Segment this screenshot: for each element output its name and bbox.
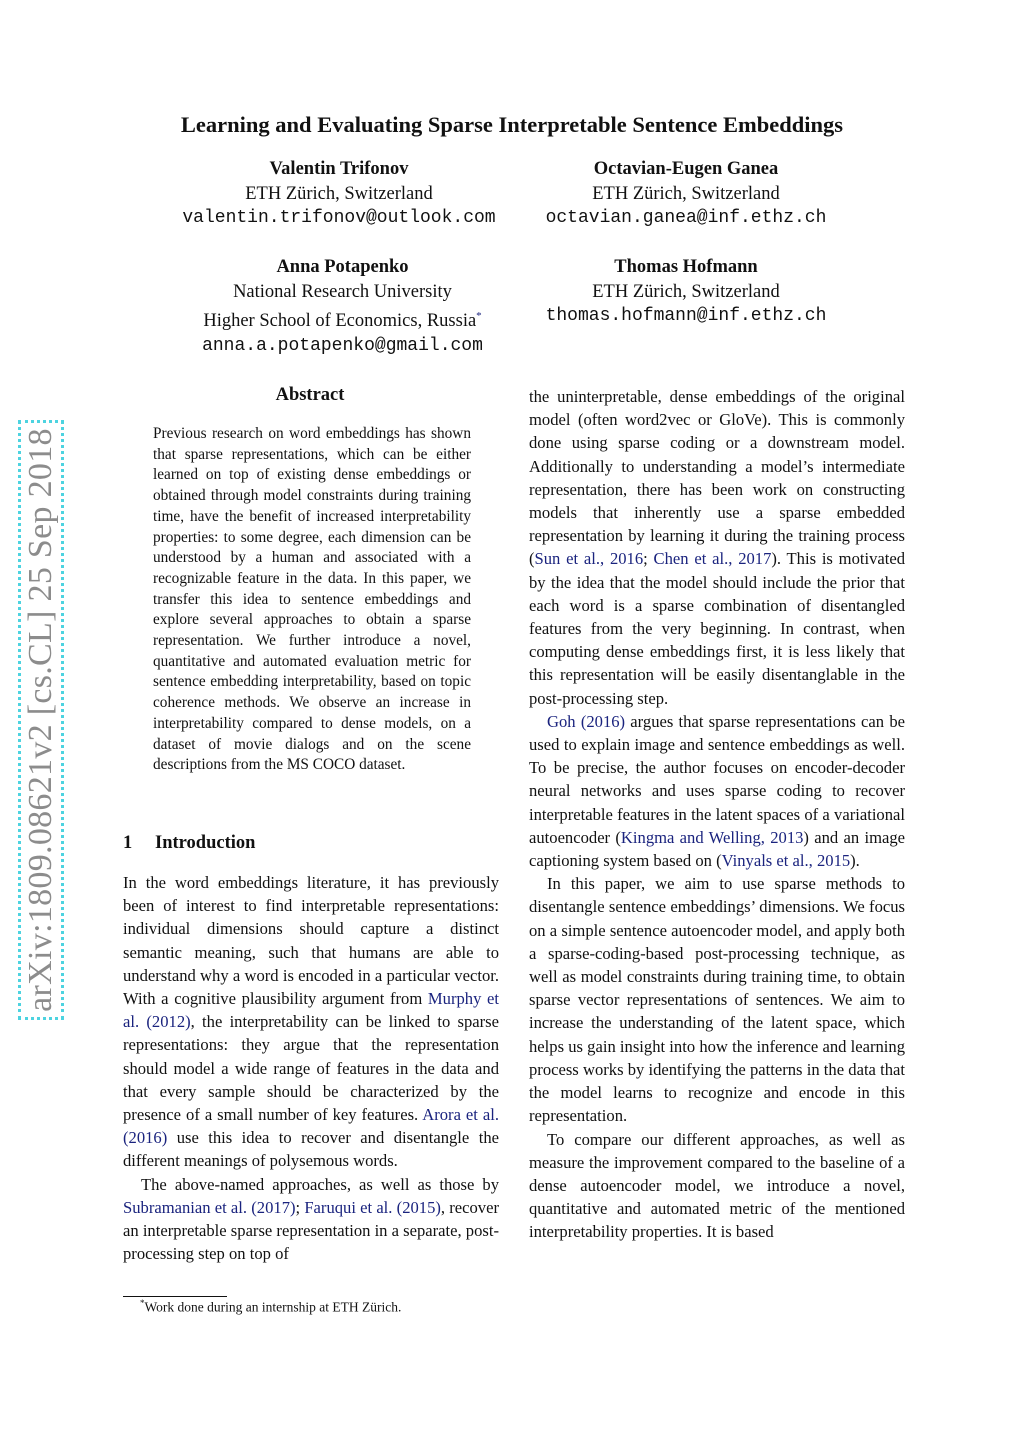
footnote-text: Work done during an internship at ETH Zürich. bbox=[144, 1299, 402, 1315]
paragraph: Goh (2016) argues that sparse representations can be used to explain image and sentence embeddings as well. To be precise, the author focuses on encoder-decoder neural networks and uses sparse coding to recover interpretable features in the latent spaces of a variational autoencoder (Kingma and Welling, 2013) and an image captioning system based on (Vinyals et al., 2015). bbox=[529, 711, 905, 871]
body-column-left bbox=[123, 871, 499, 1265]
paragraph: In the word embeddings literature, it has previously been of interest to find interpretable representations: individual dimensions should capture a distinct semantic meaning, such that humans are able to understand why a word is encoded in a particular vector. With a cognitive plausibility argument from Murphy et al. (2012), the interpretability can be linked to sparse representations: they argue that the representation should model a wide range of features in the data and that every sample should be characterized by the presence of a small number of key features. Arora et al. (2016) use this idea to recover and disentangle the different meanings of polysemous words. bbox=[123, 873, 500, 1171]
paragraph: In this paper, we aim to use sparse methods to disentangle sentence embeddings’ dimensions. We focus on a simple sentence autoencoder model, and apply both a sparse-coding-based post-processing technique, as well as model constraints during training time, to obtain sparse vector representations of sentences. We aim to increase the understanding of the latent space, which helps us gain insight into how the inference and learning process works by identifying the patterns in the data that the model learns to recognize and encode in this representation. bbox=[529, 874, 905, 1126]
citation-link[interactable]: Sun et al., 2016 bbox=[534, 549, 644, 569]
footnote-mark: * bbox=[140, 1298, 145, 1308]
author-affiliation: National Research University bbox=[233, 281, 452, 302]
citation-link[interactable]: Arora et al. (2016) bbox=[123, 1105, 500, 1148]
body-column-right bbox=[529, 385, 905, 1244]
author-email[interactable]: anna.a.potapenko@gmail.com bbox=[202, 335, 483, 356]
footnote-divider bbox=[123, 1296, 227, 1297]
citation-link[interactable]: Goh (2016) bbox=[547, 711, 626, 731]
author-name: Thomas Hofmann bbox=[614, 257, 758, 277]
section-number: 1 bbox=[123, 833, 133, 853]
author-block-1 bbox=[150, 157, 528, 231]
author-email[interactable]: octavian.ganea@inf.ethz.ch bbox=[545, 208, 827, 228]
section-title: Introduction bbox=[155, 833, 256, 853]
author-name: Anna Potapenko bbox=[276, 257, 409, 277]
citation-link[interactable]: Chen et al., 2017 bbox=[653, 549, 772, 569]
paragraph: The above-named approaches, as well as those by Subramanian et al. (2017); Faruqui et al. (2015), recover an interpretable sparse representation in a separate, post-processing step on top of bbox=[123, 1174, 499, 1264]
author-name: Octavian-Eugen Ganea bbox=[593, 159, 779, 179]
author-affiliation: ETH Zürich, Switzerland bbox=[592, 281, 780, 302]
footnote bbox=[140, 1298, 401, 1316]
paragraph: To compare our different approaches, as well as measure the improvement compared to the baseline of a dense autoencoder model, we introduce a novel, quantitative and automated metric of the mentioned interpretability properties. It is based bbox=[529, 1129, 905, 1242]
section-heading bbox=[123, 833, 255, 854]
citation-link[interactable]: Faruqui et al. (2015) bbox=[304, 1197, 441, 1217]
citation-link[interactable]: Murphy et al. (2012) bbox=[123, 989, 500, 1032]
author-affiliation: ETH Zürich, Switzerland bbox=[592, 183, 780, 204]
author-email[interactable]: valentin.trifonov@outlook.com bbox=[182, 208, 496, 228]
abstract-text: Previous research on word embeddings has shown that sparse representations, which can be either learned on top of existing dense embeddings or obtained through model constraints during training time, have the benefit of increased interpretability properties: to some degree, each dimension can be understood by a human and associated with a recognizable feature in the data. In this paper, we transfer this idea to sentence embeddings and explore several approaches to obtain a sparse representation. We further introduce a novel, quantitative and automated evaluation metric for sentence embedding interpretability, based on topic coherence methods. We observe an increase in interpretability compared to dense models, on a dataset of movie dialogs and on the scene descriptions from the MS COCO dataset. bbox=[153, 425, 471, 774]
citation-link[interactable]: Kingma and Welling, 2013 bbox=[620, 827, 804, 847]
arxiv-identifier-text: arXiv:1809.08621v2 [cs.CL] 25 Sep 2018 bbox=[22, 428, 59, 1012]
paragraph: the uninterpretable, dense embeddings of the original model (often word2vec or GloVe). This is commonly done using sparse coding or a downstream model. Additionally to understanding a model’s intermediate representation, there has been work on constructing models that inherently use a sparse embedded representation by learning it during the training process (Sun et al., 2016; Chen et al., 2017). This is motivated by the idea that the model should include the prior that each word is a sparse combination of disentangled features from the very beginning. In contrast, when computing dense embeddings first, it is less likely that this representation will be easily disentanglable in the post-processing step. bbox=[529, 387, 906, 708]
author-affiliation-line-2: Higher School of Economics, Russia* bbox=[203, 310, 482, 332]
author-email[interactable]: thomas.hofmann@inf.ethz.ch bbox=[545, 306, 827, 326]
author-name: Valentin Trifonov bbox=[269, 159, 409, 179]
author-block-2 bbox=[522, 157, 850, 231]
footnote-marker[interactable]: * bbox=[476, 310, 482, 322]
author-block-4 bbox=[522, 255, 850, 329]
arxiv-identifier-stamp[interactable] bbox=[18, 420, 64, 1020]
author-block-3 bbox=[150, 255, 535, 358]
abstract-heading: Abstract bbox=[275, 385, 345, 405]
author-affiliation: ETH Zürich, Switzerland bbox=[245, 183, 433, 204]
citation-link[interactable]: Vinyals et al., 2015 bbox=[721, 851, 851, 871]
citation-link[interactable]: Subramanian et al. (2017) bbox=[123, 1197, 296, 1217]
paper-title: Learning and Evaluating Sparse Interpretable Sentence Embeddings bbox=[180, 112, 844, 137]
